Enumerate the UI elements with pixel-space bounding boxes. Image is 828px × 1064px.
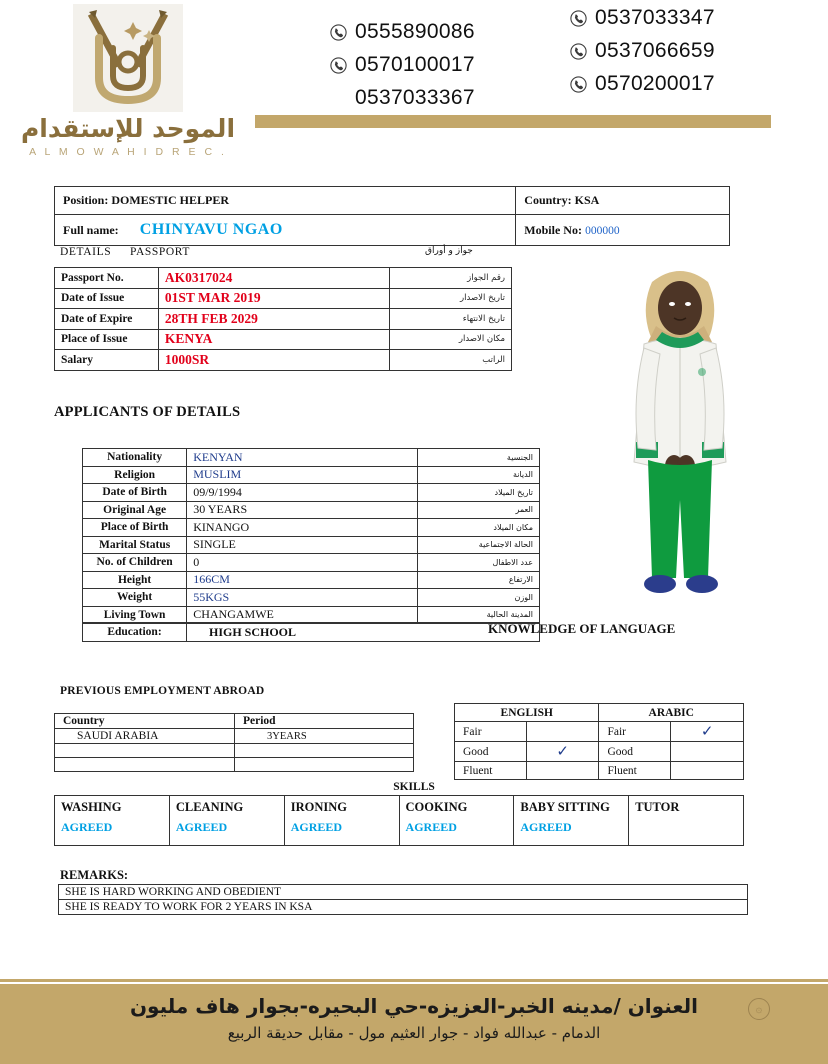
phone-row [330, 86, 475, 110]
skill-name: TUTOR [635, 800, 680, 814]
page-footer [0, 982, 828, 1064]
row-label: Date of Birth [83, 484, 187, 502]
remark-line: SHE IS HARD WORKING AND OBEDIENT [59, 885, 748, 900]
skill-value: AGREED [175, 820, 228, 834]
arabic-level-label: Fluent [599, 762, 671, 780]
arabic-level-mark [671, 762, 744, 780]
arabic-header: ARABIC [599, 704, 744, 722]
table-row [55, 729, 414, 744]
skills-table [54, 795, 744, 846]
row-label: Marital Status [83, 536, 187, 554]
row-label: Place of Issue [55, 329, 159, 350]
fullname-cell [55, 215, 516, 246]
row-arabic: الارتفاع [417, 571, 539, 589]
phone-number: 0570100017 [355, 53, 475, 76]
english-level-mark [526, 762, 599, 780]
row-arabic: تاريخ الاصدار [390, 288, 512, 309]
english-level-label: Fluent [455, 762, 527, 780]
phone-row [570, 39, 715, 63]
row-label: Weight [83, 589, 187, 607]
phone-icon [570, 76, 587, 93]
skill-name: WASHING [61, 800, 122, 814]
applicant-photo [590, 252, 770, 627]
language-knowledge-table [454, 703, 744, 780]
top-info-table [54, 186, 730, 246]
phone-icon [330, 24, 347, 41]
previous-employment-table [54, 713, 414, 772]
phone-number: 0570200017 [595, 72, 715, 95]
table-row [455, 722, 744, 742]
row-value: SINGLE [187, 536, 418, 554]
row-label: Nationality [83, 449, 187, 467]
phone-row [330, 20, 475, 44]
table-row [455, 762, 744, 780]
mobile-label: Mobile No: [524, 222, 582, 237]
english-level-mark: ✓ [526, 742, 599, 762]
row-value: 0 [187, 554, 418, 572]
phone-list-right [570, 6, 715, 105]
skill-cell [514, 796, 629, 846]
table-row [83, 606, 540, 624]
passport-label: PASSPORT [130, 246, 190, 258]
skill-cell [169, 796, 284, 846]
table-header-row [55, 714, 414, 729]
mobile-value: 000000 [585, 224, 620, 237]
arabic-level-mark: ✓ [671, 722, 744, 742]
row-value: MUSLIM [187, 466, 418, 484]
skill-value: AGREED [290, 820, 343, 834]
phone-icon [330, 57, 347, 74]
header-gold-bar [255, 115, 771, 128]
phone-row [570, 6, 715, 30]
skill-name: CLEANING [175, 800, 244, 814]
row-value: 30 YEARS [187, 501, 418, 519]
row-arabic: المدينة الحالية [417, 606, 539, 624]
table-row [55, 350, 512, 371]
applicant-details-table [82, 448, 540, 624]
row-value: KENYA [158, 329, 389, 350]
row-value: AK0317024 [158, 268, 389, 289]
page-header [0, 0, 828, 172]
row-value: KENYAN [187, 449, 418, 467]
skill-name: BABY SITTING [520, 800, 610, 814]
row-value: CHANGAMWE [187, 606, 418, 624]
phone-row [570, 72, 715, 96]
passport-table [54, 267, 512, 371]
skill-value: AGREED [61, 820, 113, 834]
english-level-label: Good [455, 742, 527, 762]
table-row [55, 758, 414, 772]
table-row [55, 309, 512, 330]
footer-address-line-2: الدمام - عبدالله فواد - جوار العثيم مول - مقابل حديقة الربيع [227, 1024, 601, 1042]
position-cell: Position: DOMESTIC HELPER [55, 187, 516, 215]
fullname-label: Full name: [63, 223, 119, 237]
previous-employment-title: PREVIOUS EMPLOYMENT ABROAD [60, 685, 265, 697]
table-header-row [455, 704, 744, 722]
table-row [83, 501, 540, 519]
row-value: 55KGS [187, 589, 418, 607]
applicants-section-title: APPLICANTS OF DETAILS [54, 404, 241, 420]
table-row [55, 187, 730, 215]
table-row [83, 571, 540, 589]
company-logo [18, 4, 238, 158]
row-value: 166CM [187, 571, 418, 589]
skill-cell [55, 796, 170, 846]
row-label: Place of Birth [83, 519, 187, 537]
row-label: Living Town [83, 606, 187, 624]
skill-cell [284, 796, 399, 846]
footer-address-line-1: العنوان /مدينه الخبر-العزيزه-حي البحيره-بجوار هاف مليون [129, 994, 699, 1018]
row-arabic: الجنسية [417, 449, 539, 467]
row-label: Date of Issue [55, 288, 159, 309]
logo-monogram-icon [73, 4, 183, 112]
english-level-mark [526, 722, 599, 742]
logo-arabic-name: الموحد للإستقدام [20, 114, 236, 143]
row-arabic: تاريخ الميلاد [417, 484, 539, 502]
country-cell: Country: KSA [516, 187, 730, 215]
row-value: 09/9/1994 [187, 484, 418, 502]
row-value: KINANGO [187, 519, 418, 537]
row-arabic: مكان الاصدار [390, 329, 512, 350]
row-arabic: الحالة الاجتماعية [417, 536, 539, 554]
remarks-table [58, 884, 748, 915]
row-label: Height [83, 571, 187, 589]
table-row [83, 536, 540, 554]
english-header: ENGLISH [455, 704, 599, 722]
remarks-label: REMARKS: [60, 868, 129, 882]
details-arabic-label: جواز و أوراق [425, 246, 473, 256]
row-arabic: مكان الميلاد [417, 519, 539, 537]
arabic-level-label: Good [599, 742, 671, 762]
row-label: Passport No. [55, 268, 159, 289]
table-row [59, 900, 748, 915]
skill-value: AGREED [520, 820, 572, 834]
row-label: Date of Expire [55, 309, 159, 330]
phone-number: 0537033367 [355, 86, 475, 109]
table-row [83, 519, 540, 537]
phone-number: 0555890086 [355, 20, 475, 43]
table-row [83, 484, 540, 502]
table-row [59, 885, 748, 900]
row-period [235, 758, 414, 772]
skill-value: AGREED [405, 820, 457, 834]
table-row [55, 329, 512, 350]
skill-cell [629, 796, 744, 846]
english-level-label: Fair [455, 722, 527, 742]
row-value: 01ST MAR 2019 [158, 288, 389, 309]
skill-cell [399, 796, 514, 846]
row-arabic: عدد الاطفال [417, 554, 539, 572]
details-label: DETAILS [60, 246, 112, 258]
skill-name: IRONING [290, 800, 347, 814]
arabic-level-label: Fair [599, 722, 671, 742]
row-arabic: رقم الجواز [390, 268, 512, 289]
row-arabic: تاريخ الانتهاء [390, 309, 512, 330]
col-period-header: Period [235, 714, 414, 729]
row-country: SAUDI ARABIA [55, 729, 235, 744]
row-label: No. of Children [83, 554, 187, 572]
phone-icon [570, 10, 587, 27]
row-arabic: الديانة [417, 466, 539, 484]
col-country-header: Country [55, 714, 235, 729]
phone-number: 0537066659 [595, 39, 715, 62]
row-label: Salary [55, 350, 159, 371]
table-row [55, 268, 512, 289]
row-country [55, 758, 235, 772]
fullname-value: CHINYAVU NGAO [139, 221, 283, 238]
table-row [55, 288, 512, 309]
row-period: 3YEARS [235, 729, 414, 744]
table-row [83, 623, 540, 642]
row-value: 1000SR [158, 350, 389, 371]
logo-english-name: A L M O W A H I D R E C . [29, 146, 227, 158]
phone-row [330, 53, 475, 77]
row-period [235, 744, 414, 758]
phone-list-middle [330, 20, 475, 119]
seal-icon: ۞ [748, 998, 770, 1020]
table-row [83, 449, 540, 467]
row-value: 28TH FEB 2029 [158, 309, 389, 330]
table-row [83, 554, 540, 572]
phone-number: 0537033347 [595, 6, 715, 29]
table-row [83, 466, 540, 484]
row-arabic: الراتب [390, 350, 512, 371]
education-table [82, 622, 540, 642]
row-label: Religion [83, 466, 187, 484]
table-row [83, 589, 540, 607]
row-country [55, 744, 235, 758]
phone-icon [570, 43, 587, 60]
row-label: Original Age [83, 501, 187, 519]
row-arabic: الوزن [417, 589, 539, 607]
table-row [455, 742, 744, 762]
row-arabic: العمر [417, 501, 539, 519]
table-row [55, 744, 414, 758]
skill-name: COOKING [405, 800, 468, 814]
arabic-level-mark [671, 742, 744, 762]
skills-section-title: SKILLS [393, 781, 435, 793]
table-row [55, 796, 744, 846]
knowledge-of-language-title: KNOWLEDGE OF LANGUAGE [488, 621, 676, 636]
education-value: HIGH SCHOOL [187, 623, 540, 642]
mobile-cell [516, 215, 730, 246]
education-label: Education: [83, 623, 187, 642]
table-row [55, 215, 730, 246]
remark-line: SHE IS READY TO WORK FOR 2 YEARS IN KSA [59, 900, 748, 915]
